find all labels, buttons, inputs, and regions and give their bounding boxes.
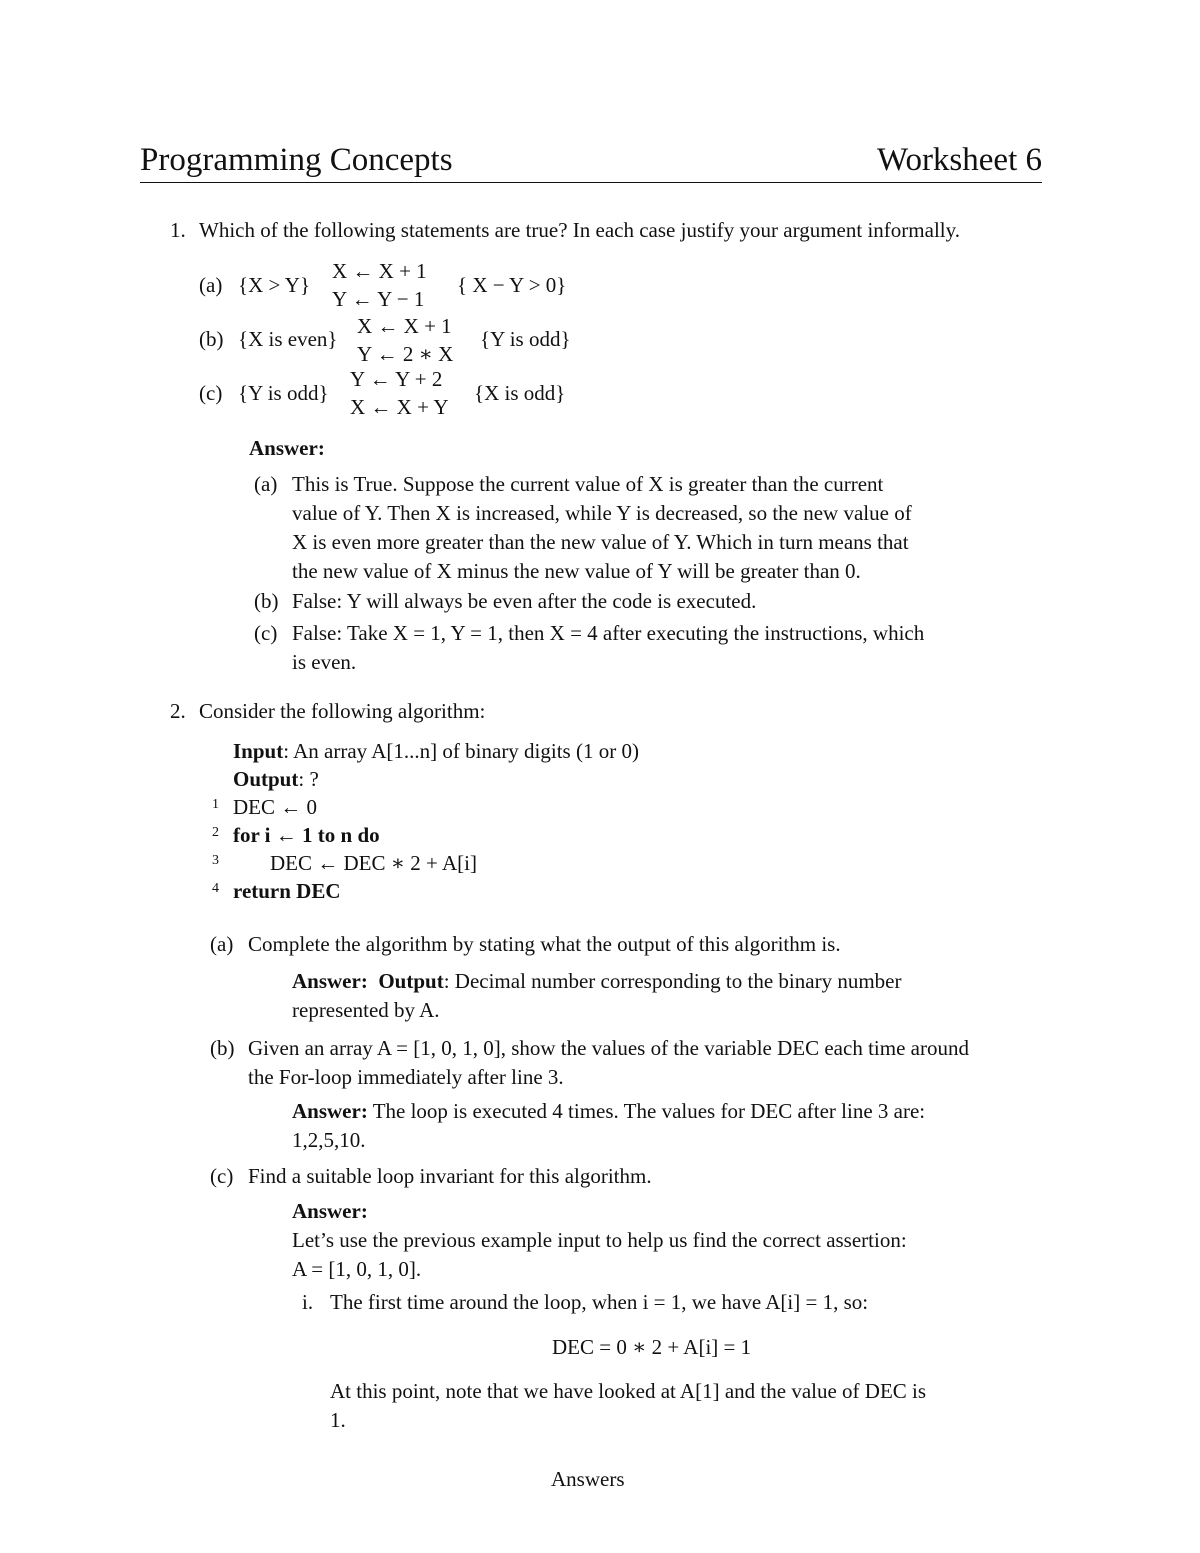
q1-item-a-code2: Y ← Y − 1 [332,287,425,311]
q1-answer-a-label: (a) [254,472,278,496]
q1-item-a-label: (a) [199,273,223,297]
q2-part-a-text: Complete the algorithm by stating what the output of this algorithm is. [248,932,841,956]
page-title: Programming Concepts [140,142,453,178]
q2-part-c-line1: Let’s use the previous example input to help us find the correct assertion: [292,1228,907,1252]
q2-part-c-label: (c) [210,1164,234,1188]
q1-answer-a-line: X is even more greater than the new value of Y. Which in turn means that [292,530,909,554]
q2-part-b-answer [292,1097,925,1125]
algo-line: for i ← 1 to n do [233,823,380,847]
q1-item-b-pre: {X is even} [238,327,338,351]
q1-answer-a-line: the new value of X minus the new value of Y will be greater than 0. [292,559,861,583]
q2-text: Consider the following algorithm: [199,699,486,723]
worksheet-label: Worksheet 6 [876,142,1042,178]
algo-output-text: : ? [298,767,319,791]
algo-output [233,765,319,793]
q1-item-a-code1: X ← X + 1 [332,259,427,283]
q1-item-b-label: (b) [199,327,224,351]
algo-line-number: 4 [212,881,219,896]
answer-label: Answer: [292,1099,368,1123]
q2-c-i-text: The first time around the loop, when i = 1, we have A[i] = 1, so: [330,1290,869,1314]
algo-line-number: 1 [212,797,219,812]
algo-line: return DEC [233,879,341,903]
q2-part-b-line1: Given an array A = [1, 0, 1, 0], show the values of the variable DEC each time around [248,1036,969,1060]
algo-input-text: : An array A[1...n] of binary digits (1 or 0) [283,739,639,763]
header-rule [140,182,1042,183]
q1-answer-c-line: False: Take X = 1, Y = 1, then X = 4 after executing the instructions, which [292,621,925,645]
algo-line-number: 2 [212,825,219,840]
q1-item-c-pre: {Y is odd} [238,381,329,405]
answer-label: Answer: [292,969,368,993]
algo-input-label: Input [233,739,284,763]
q1-answer-a-line: This is True. Suppose the current value of X is greater than the current [292,472,884,496]
answer-text: The loop is executed 4 times. The values for DEC after line 3 are: [367,1099,926,1123]
q1-item-c-code1: Y ← Y + 2 [350,367,443,391]
q2-c-after-line2: 1. [330,1408,346,1432]
q1-item-b-post: {Y is odd} [480,327,571,351]
q1-answer-heading: Answer: [249,436,325,460]
q1-item-c-post: {X is odd} [474,381,566,405]
q1-item-a-post: { X − Y > 0} [457,273,567,297]
algo-line: DEC ← 0 [233,795,317,819]
output-label: Output [378,969,444,993]
q1-answer-a-line: value of Y. Then X is increased, while Y is decreased, so the new value of [292,501,912,525]
q1-text: Which of the following statements are true? In each case justify your argument informally. [199,218,960,242]
q2-c-equation: DEC = 0 ∗ 2 + A[i] = 1 [552,1335,752,1359]
q1-number: 1. [170,218,186,242]
answer-text: : Decimal number corresponding to the binary number [443,969,902,993]
q2-c-i-label: i. [302,1290,314,1314]
algo-line: DEC ← DEC ∗ 2 + A[i] [270,851,477,875]
page-footer: Answers [551,1467,625,1491]
q1-answer-b-line: False: Y will always be even after the code is executed. [292,589,757,613]
q2-part-b-line2: the For-loop immediately after line 3. [248,1065,564,1089]
q1-answer-c-label: (c) [254,621,278,645]
q2-part-a-answer [292,967,901,995]
q2-part-c-text: Find a suitable loop invariant for this algorithm. [248,1164,652,1188]
q1-item-c-label: (c) [199,381,223,405]
q2-part-c-line2: A = [1, 0, 1, 0]. [292,1257,422,1281]
q1-answer-c-line: is even. [292,650,357,674]
q2-part-a-answer-line2: represented by A. [292,998,440,1022]
q2-number: 2. [170,699,186,723]
algo-line-number: 3 [212,853,219,868]
q1-answer-b-label: (b) [254,589,279,613]
q2-part-a-label: (a) [210,932,234,956]
q1-item-b-code2: Y ← 2 ∗ X [357,342,454,366]
q1-item-c-code2: X ← X + Y [350,395,449,419]
q1-item-b-code1: X ← X + 1 [357,314,452,338]
q2-part-b-answer-line2: 1,2,5,10. [292,1128,366,1152]
algo-output-label: Output [233,767,299,791]
q2-part-b-label: (b) [210,1036,235,1060]
q2-c-after-line1: At this point, note that we have looked at A[1] and the value of DEC is [330,1379,927,1403]
algo-input [233,737,639,765]
q1-item-a-pre: {X > Y} [238,273,311,297]
q2-part-c-answer-label: Answer: [292,1199,368,1223]
